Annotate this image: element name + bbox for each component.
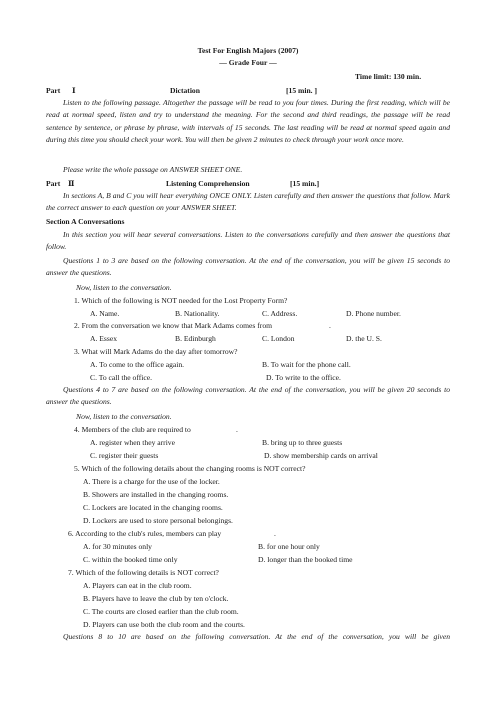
q1-3-intro: Questions 1 to 3 are based on the following conversation. At the end of the conversation, you will be given 15 seconds to answer the questions. (46, 256, 450, 278)
q5-option-c: C. Lockers are located in the changing rooms. (83, 503, 223, 512)
q1-option-d: D. Phone number. (346, 309, 401, 318)
q4-option-d: D. show membership cards on arrival (264, 451, 378, 460)
q3-option-a: A. To come to the office again. (90, 360, 185, 369)
listen-prompt-2: Now, listen to the conversation. (76, 412, 172, 421)
q2-option-c: C. London (262, 334, 295, 343)
question-3: 3. What will Mark Adams do the day after tomorrow? (74, 347, 238, 356)
part2-minutes: [15 min.] (290, 179, 320, 188)
part1-roman: Ⅰ (72, 86, 76, 95)
q6-option-a: A. for 30 minutes only (83, 542, 152, 551)
q1-option-b: B. Nationality. (175, 309, 220, 318)
question-5: 5. Which of the following details about the changing rooms is NOT correct? (74, 464, 306, 473)
part2-name: Listening Comprehension (166, 179, 250, 188)
q7-option-b: B. Players have to leave the club by ten o'clock. (83, 594, 229, 603)
section-a-intro: In this section you will hear several conversations. Listen to the conversations carefully and then answer the questions that follow. (46, 230, 450, 252)
part1-note: Please write the whole passage on ANSWER SHEET ONE. (63, 165, 243, 174)
part2-instructions: In sections A, B and C you will hear everything ONCE ONLY. Listen carefully and then answer the questions that follow. Mark the correct answer to each question on your ANSWER SHEET. (46, 191, 450, 213)
q1-option-a: A. Name. (90, 309, 120, 318)
q4-option-b: B. bring up to three guests (262, 438, 343, 447)
part2-roman: Ⅱ (68, 179, 75, 188)
q5-option-a: A. There is a charge for the use of the locker. (83, 477, 220, 486)
part1-minutes: [15 min. ] (286, 86, 318, 95)
q6-option-d: D. longer than the booked time (258, 555, 353, 564)
q6-option-b: B. for one hour only (258, 542, 320, 551)
q4-blank-end: . (236, 425, 238, 434)
q3-option-b: B. To wait for the phone call. (262, 360, 351, 369)
time-limit: Time limit: 130 min. (355, 72, 422, 81)
listen-prompt-1: Now, listen to the conversation. (76, 283, 172, 292)
part1-label: Part (46, 86, 61, 95)
q2-option-a: A. Essex (90, 334, 117, 343)
q3-option-d: D. To write to the office. (266, 373, 341, 382)
q7-option-c: C. The courts are closed earlier than the club room. (83, 607, 239, 616)
q2-option-d: D. the U. S. (346, 334, 382, 343)
q5-option-b: B. Showers are installed in the changing rooms. (83, 490, 229, 499)
q4-option-a: A. register when they arrive (90, 438, 175, 447)
question-4: 4. Members of the club are required to (74, 425, 191, 434)
question-7: 7. Which of the following details is NOT correct? (68, 568, 219, 577)
q2-blank-end: . (329, 321, 331, 330)
q7-option-d: D. Players can use both the club room and the courts. (83, 620, 245, 629)
question-1: 1. Which of the following is NOT needed for the Lost Property Form? (74, 296, 288, 305)
q3-option-c: C. To call the office. (90, 373, 153, 382)
question-2: 2. From the conversation we know that Mark Adams comes from (74, 321, 273, 330)
exam-title: Test For English Majors (2007) (197, 46, 299, 55)
q7-option-a: A. Players can eat in the club room. (83, 581, 192, 590)
part1-instructions: Listen to the following passage. Altogether the passage will be read to you four times. During the first reading, which will be read at normal speed, listen and try to understand the meaning. For the second and third readings, the passage will be read sentence by sentence, or phrase by phrase, with intervals of 15 seconds. The last reading will be read at normal speed again and during this time you should check your work. You will then be given 2 minutes to check through your work once more. (46, 98, 450, 145)
part2-label: Part (46, 179, 61, 188)
q8-10-intro: Questions 8 to 10 are based on the following conversation. At the end of the conversation, you will be given (63, 632, 450, 641)
question-6: 6. According to the club's rules, members can play (68, 529, 222, 538)
q5-option-d: D. Lockers are used to store personal belongings. (83, 516, 233, 525)
q1-option-c: C. Address. (262, 309, 298, 318)
section-a-heading: Section A Conversations (46, 217, 125, 226)
q6-blank-end: . (274, 529, 276, 538)
grade-label: — Grade Four — (219, 58, 277, 67)
part1-name: Dictation (170, 86, 200, 95)
q4-option-c: C. register their guests (90, 451, 159, 460)
q2-option-b: B. Edinburgh (175, 334, 216, 343)
q6-option-c: C. within the booked time only (83, 555, 178, 564)
q4-7-intro: Questions 4 to 7 are based on the following conversation. At the end of the conversation, you will be given 20 seconds to answer the questions. (46, 385, 450, 407)
